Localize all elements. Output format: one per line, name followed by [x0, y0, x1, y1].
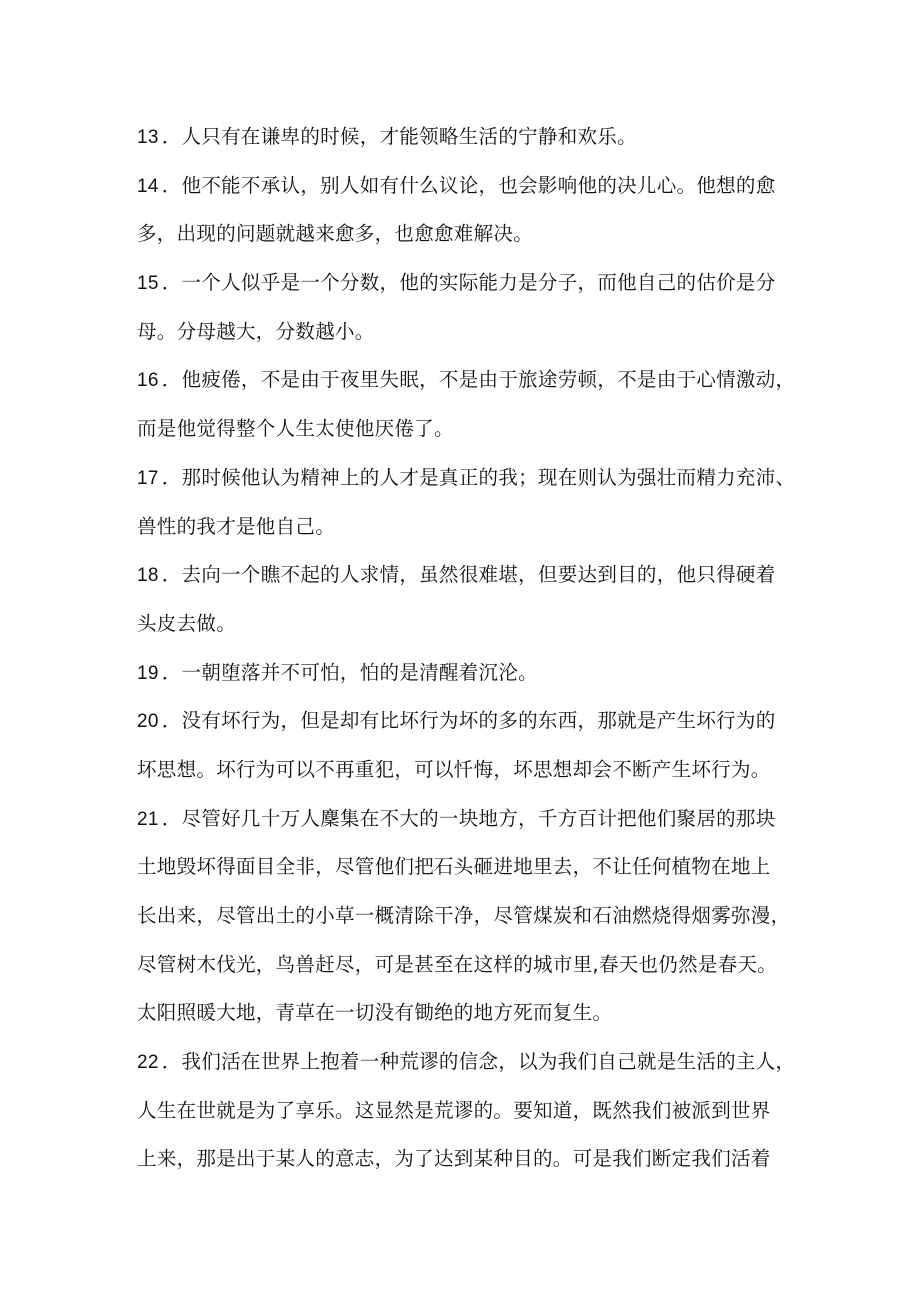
- paragraph-text: ．那时候他认为精神上的人才是真正的我；现在则认为强壮而精力充沛、: [161, 465, 796, 489]
- paragraph-line: [137, 892, 797, 941]
- paragraph-line: [137, 843, 797, 892]
- paragraph-text: 兽性的我才是他自己。: [137, 514, 336, 538]
- paragraph-text: 尽管树木伐光，鸟兽赶尽，可是甚至在这样的城市里,春天也仍然是春天。: [137, 952, 778, 976]
- paragraph-text: ．没有坏行为，但是却有比坏行为坏的多的东西，那就是产生坏行为的: [161, 709, 776, 733]
- paragraph-line: [137, 795, 797, 844]
- paragraph-line: [137, 356, 797, 405]
- paragraph-text: 太阳照暖大地，青草在一切没有锄绝的地方死而复生。: [137, 1001, 613, 1025]
- paragraph-text: ．尽管好几十万人麇集在不大的一块地方，千方百计把他们聚居的那块: [161, 806, 776, 830]
- paragraph-line: [137, 308, 797, 357]
- paragraph-line: [137, 989, 797, 1038]
- paragraph-number: 16: [137, 370, 159, 392]
- paragraph-number: 20: [137, 711, 159, 733]
- paragraph-line: [137, 1038, 797, 1087]
- paragraph-line: [137, 649, 797, 698]
- paragraph-number: 21: [137, 808, 159, 830]
- paragraph-text: 坏思想。坏行为可以不再重犯，可以忏悔，坏思想却会不断产生坏行为。: [137, 757, 771, 781]
- paragraph-text: ．去向一个瞧不起的人求情，虽然很难堪，但要达到目的，他只得硬着: [161, 563, 776, 587]
- paragraph-text: 而是他觉得整个人生太使他厌倦了。: [137, 417, 454, 441]
- paragraph-text: ．一个人似乎是一个分数，他的实际能力是分子，而他自己的估价是分: [161, 271, 776, 295]
- paragraph-text: 头皮去做。: [137, 611, 237, 635]
- paragraph-number: 17: [137, 467, 159, 489]
- paragraph-text: 母。分母越大，分数越小。: [137, 319, 375, 343]
- paragraph-line: [137, 697, 797, 746]
- paragraph-text: ．我们活在世界上抱着一种荒谬的信念，以为我们自己就是生活的主人，: [161, 1050, 796, 1074]
- paragraph-line: [137, 259, 797, 308]
- paragraph-text: ．人只有在谦卑的时候，才能领略生活的宁静和欢乐。: [161, 125, 637, 148]
- paragraph-number: 14: [137, 175, 159, 197]
- paragraph-line: [137, 210, 797, 259]
- paragraph-text: ．他疲倦，不是由于夜里失眠，不是由于旅途劳顿，不是由于心情激动，: [161, 368, 796, 392]
- paragraph-line: [137, 600, 797, 649]
- paragraph-text: ．他不能不承认，别人如有什么议论，也会影响他的决儿心。他想的愈: [161, 173, 776, 197]
- paragraph-text: 多，出现的问题就越来愈多，也愈愈难解决。: [137, 222, 534, 246]
- paragraph-text: 上来，那是出于某人的意志，为了达到某种目的。可是我们断定我们活着: [137, 1147, 771, 1171]
- paragraph-line: [137, 113, 797, 162]
- paragraph-text: 人生在世就是为了享乐。这显然是荒谬的。要知道，既然我们被派到世界: [137, 1098, 771, 1122]
- paragraph-number: 15: [137, 273, 159, 295]
- paragraph-line: [137, 162, 797, 211]
- paragraph-text: 长出来，尽管出土的小草一概清除干净，尽管煤炭和石油燃烧得烟雾弥漫，: [137, 904, 791, 927]
- paragraph-number: 18: [137, 565, 159, 587]
- paragraph-number: 19: [137, 662, 159, 684]
- paragraph-line: [137, 454, 797, 503]
- paragraph-line: [137, 746, 797, 795]
- paragraph-line: [137, 941, 797, 990]
- paragraph-line: [137, 503, 797, 552]
- paragraph-number: 22: [137, 1052, 159, 1074]
- paragraph-line: [137, 405, 797, 454]
- paragraph-text: ．一朝堕落并不可怕，怕的是清醒着沉沦。: [161, 660, 538, 684]
- text-body: [137, 113, 797, 1184]
- paragraph-text: 土地毁坏得面目全非，尽管他们把石头砸进地里去，不让任何植物在地上: [137, 855, 771, 879]
- paragraph-line: [137, 1135, 797, 1184]
- paragraph-line: [137, 1087, 797, 1136]
- paragraph-line: [137, 551, 797, 600]
- paragraph-number: 13: [137, 127, 159, 148]
